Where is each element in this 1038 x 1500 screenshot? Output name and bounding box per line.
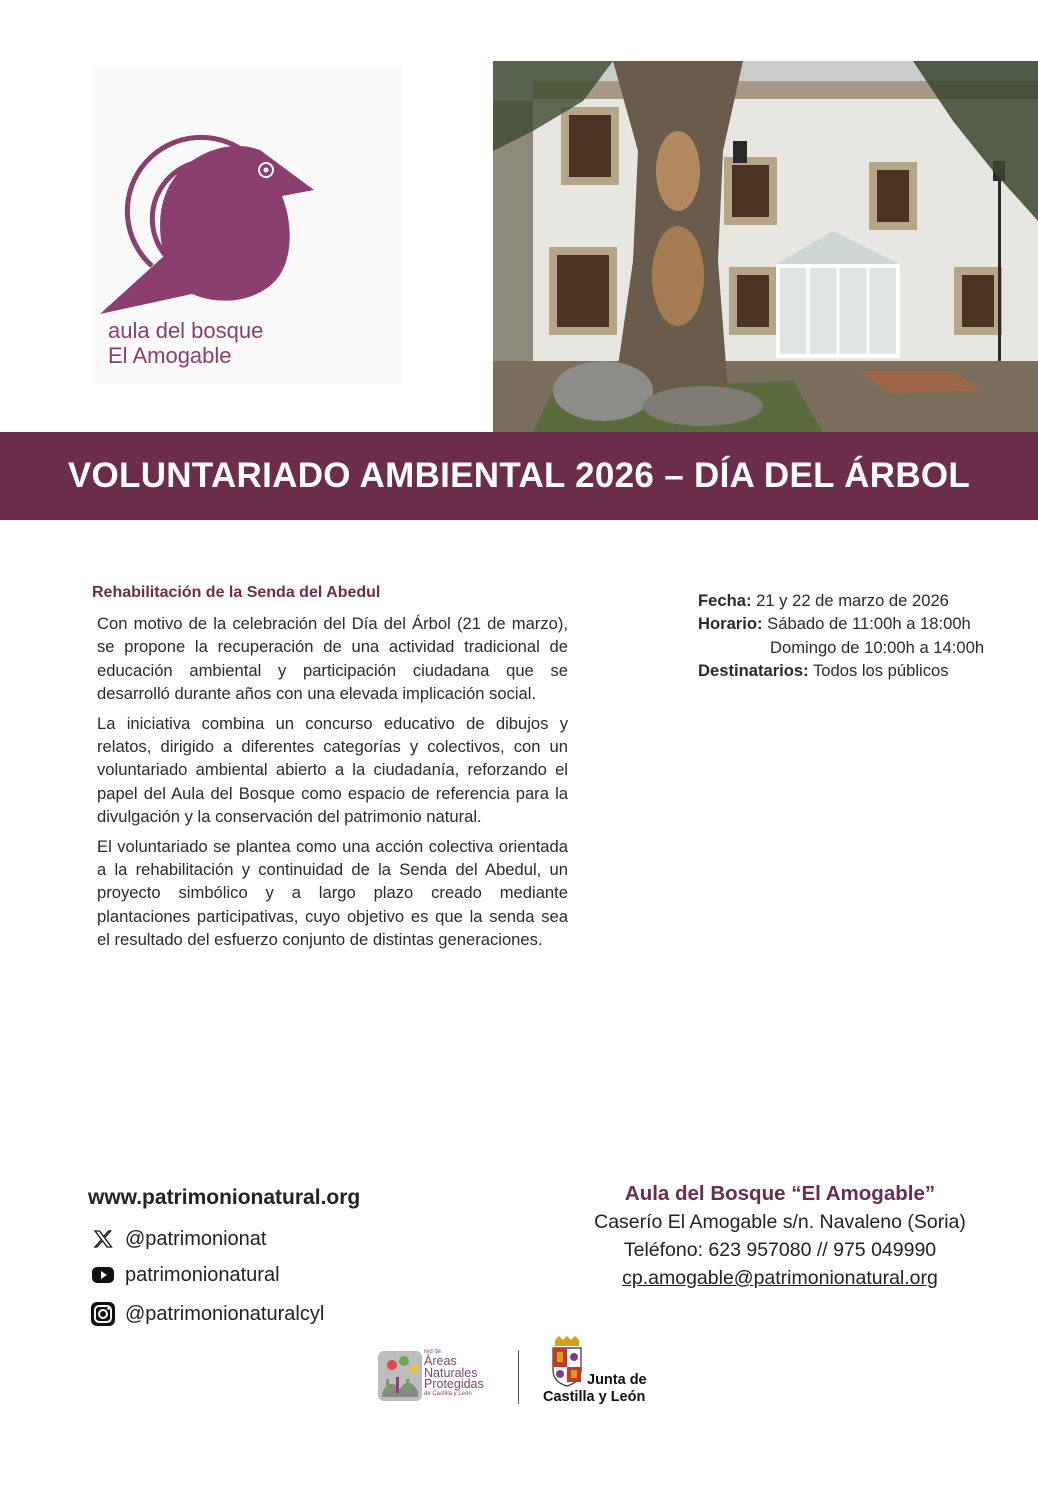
website-link[interactable]: www.patrimonionatural.org	[88, 1186, 361, 1209]
fecha-row	[698, 589, 1028, 612]
anp-line-3: Protegidas	[424, 1377, 484, 1391]
banner-title: VOLUNTARIADO AMBIENTAL 2026 – DÍA DEL ÁRBOL	[67, 456, 971, 495]
destinatarios-row	[698, 659, 1028, 682]
horario-label: Horario:	[698, 614, 763, 634]
contact-block	[560, 1180, 1000, 1292]
logo-divider	[518, 1350, 519, 1404]
instagram-icon	[90, 1301, 116, 1327]
horario-value-1: Sábado de 11:00h a 18:00h	[767, 614, 971, 634]
paragraph-1: Con motivo de la celebración del Día del Árbol (21 de marzo), se propone la recuperación de una actividad tradicional de educación ambiental y participación ciudadana que se desarrolló durante años con una elevada implicación social.	[97, 614, 568, 704]
instagram-social-row[interactable]	[90, 1301, 324, 1327]
x-social-row[interactable]	[90, 1226, 266, 1252]
youtube-social-row[interactable]	[90, 1262, 280, 1288]
horario-row	[698, 612, 1028, 635]
jcyl-line-1: Junta de	[587, 1372, 647, 1388]
fecha-value: 21 y 22 de marzo de 2026	[756, 591, 949, 610]
paragraph-3: El voluntariado se plantea como una acción colectiva orientada a la rehabilitación y continuidad de la Senda del Abedul, un proyecto simbólico y a largo plazo creado mediante plantaciones participativas, cuyo objetivo es que la senda sea el resultado del esfuerzo conjunto de distintas generaciones.	[97, 836, 568, 950]
contact-address: Caserío El Amogable s/n. Navaleno (Soria)	[594, 1211, 966, 1233]
contact-email-link[interactable]: cp.amogable@patrimonionatural.org	[622, 1267, 938, 1289]
logo-wordmark	[108, 318, 263, 368]
anp-line-1: Áreas	[424, 1354, 457, 1368]
anp-small-top: red de	[424, 1349, 442, 1355]
jcyl-line-2: Castilla y León	[543, 1389, 646, 1405]
fecha-label: Fecha:	[698, 591, 752, 610]
x-handle: @patrimonionat	[125, 1227, 267, 1250]
destinatarios-value: Todos los públicos	[812, 661, 949, 681]
section-subheading: Rehabilitación de la Senda del Abedul	[92, 584, 381, 601]
contact-phone: Teléfono: 623 957080 // 975 049990	[623, 1239, 937, 1261]
destinatarios-label: Destinatarios:	[698, 661, 809, 681]
instagram-handle: @patrimonionaturalcyl	[125, 1302, 325, 1325]
anp-line-2: Naturales	[424, 1365, 478, 1380]
body-text	[97, 612, 568, 958]
logo-line-2: El Amogable	[108, 343, 232, 368]
anp-small-bottom: de Castilla y León	[424, 1390, 472, 1397]
paragraph-2: La iniciativa combina un concurso educativo de dibujos y relatos, dirigido a diferentes categorías y colectivos, con un voluntariado ambiental abierto a la ciudadanía, reforzando el papel del Aula del Bosque como espacio de referencia para la divulgación y la conservación del patrimonio natural.	[97, 713, 568, 827]
junta-castilla-leon-wordmark	[543, 1372, 647, 1406]
logo-line-1: aula del bosque	[108, 318, 264, 343]
title-banner	[0, 432, 1038, 520]
youtube-handle: patrimonionatural	[125, 1263, 280, 1286]
youtube-icon	[90, 1262, 116, 1288]
contact-title: Aula del Bosque “El Amogable”	[624, 1182, 936, 1205]
horario-value-2: Domingo de 10:00h a 14:00h	[770, 637, 985, 657]
event-info	[698, 589, 1028, 683]
x-icon	[90, 1226, 116, 1252]
anp-wordmark	[424, 1349, 484, 1398]
aula-building-photo	[493, 61, 1038, 432]
